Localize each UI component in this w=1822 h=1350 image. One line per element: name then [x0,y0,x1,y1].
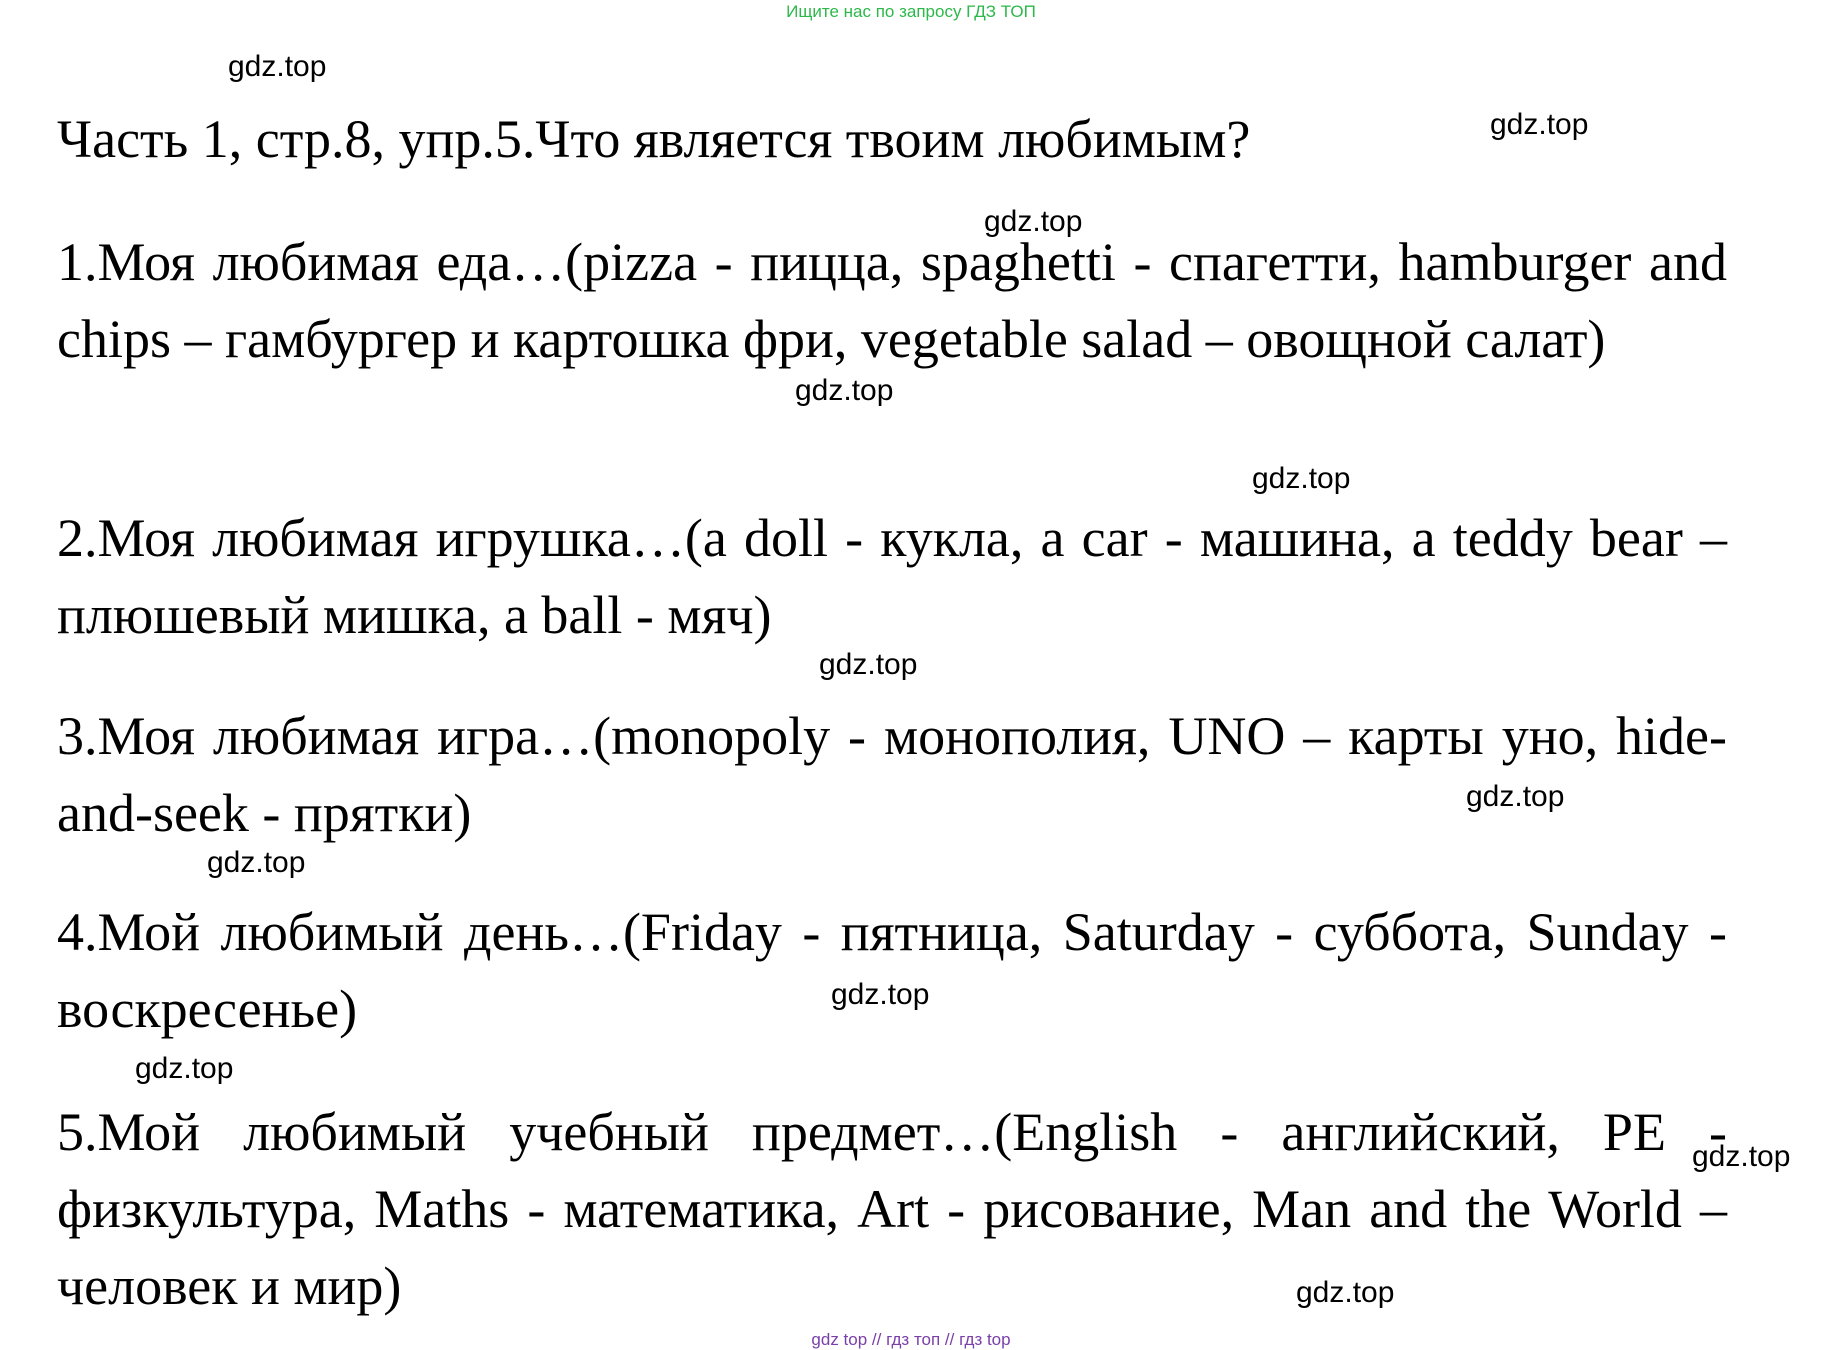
list-item: 4.Мой любимый день…(Friday - пятница, Saturday - суббота, Sunday - воскресенье) [57,902,1727,1039]
watermark: gdz.top [1466,780,1565,813]
list-item: 5.Мой любимый учебный предмет…(English - английский, PE - физкультура, Maths - математика, Art - рисование, Man and the World – человек и мир) [57,1102,1727,1316]
list-item: 3.Моя любимая игра…(monopoly - монополия, UNO – карты уно, hide-and-seek - прятки) [57,706,1727,843]
watermark: gdz.top [795,374,894,407]
watermark: gdz.top [228,50,327,83]
watermark: gdz.top [1692,1140,1791,1173]
list-item: 1.Моя любимая еда…(pizza - пицца, spaghetti - спагетти, hamburger and chips – гамбургер и картошка фри, vegetable salad – овощной салат) [57,232,1727,369]
watermark: gdz.top [831,978,930,1011]
watermark: gdz.top [1252,462,1351,495]
watermark: gdz.top [1296,1276,1395,1309]
watermark: gdz.top [207,846,306,879]
watermark: gdz.top [984,205,1083,238]
page-title: Часть 1, стр.8, упр.5.Что является твоим любимым? [57,109,1251,169]
list-item: 2.Моя любимая игрушка…(a doll - кукла, a car - машина, a teddy bear – плюшевый мишка, a ball - мяч) [57,508,1727,645]
top-banner: Ищите нас по запросу ГДЗ ТОП [786,2,1036,21]
watermark: gdz.top [1490,108,1589,141]
watermark: gdz.top [819,648,918,681]
watermark: gdz.top [135,1052,234,1085]
footer: gdz top // гдз топ // гдз top [811,1330,1011,1349]
